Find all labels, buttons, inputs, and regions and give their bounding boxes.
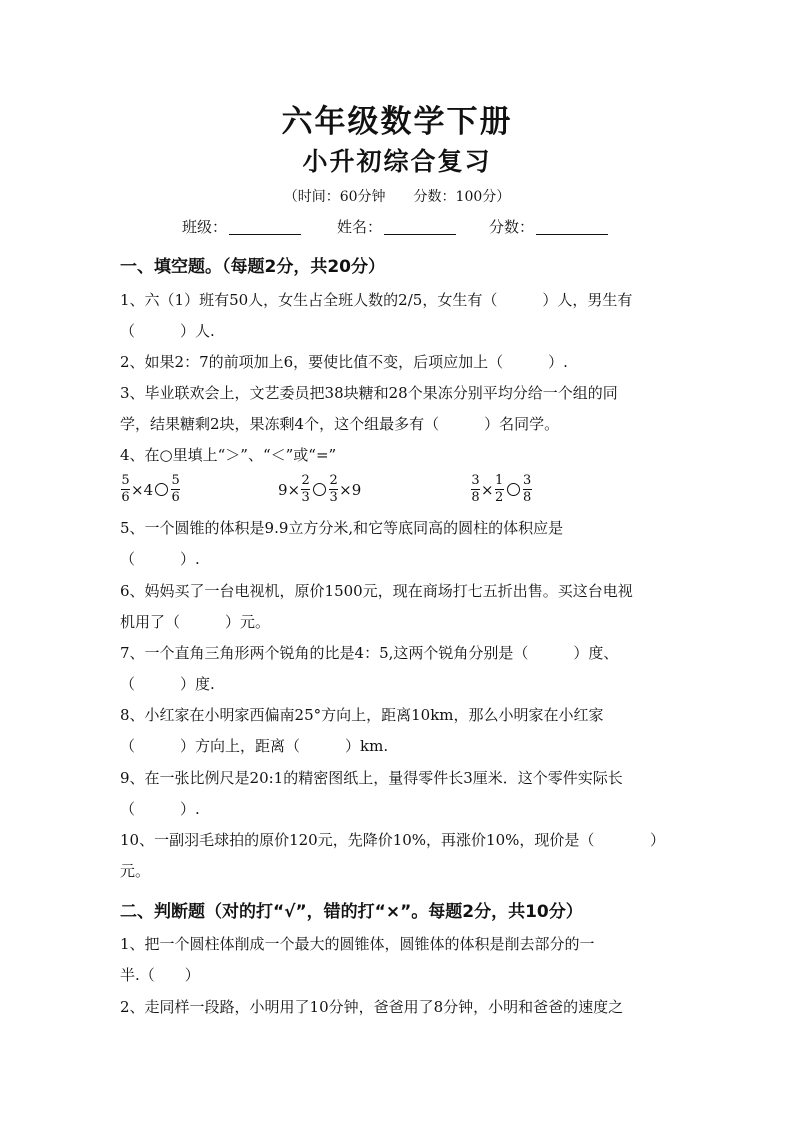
fraction [523, 474, 532, 505]
denominator: 3 [329, 490, 338, 505]
question-7-line-1: 7、一个直角三角形两个锐角的比是4：5,这两个锐角分别是（ ）度、 [120, 644, 619, 662]
numerator: 3 [522, 473, 532, 488]
question-8-line-2: （ ）方向上，距离（ ）km. [120, 737, 389, 755]
question-1-line-2: （ ）人. [120, 322, 215, 340]
denominator: 2 [494, 490, 504, 505]
denominator: 6 [171, 490, 180, 505]
question-10-text: 10、一副羽毛球拍的原价120元，先降价10%，再涨价10%，现价是（ [120, 831, 595, 849]
class-label: 班级： [182, 218, 228, 236]
numerator: 2 [329, 473, 338, 488]
numerator: 2 [301, 473, 310, 488]
class-blank [229, 218, 301, 235]
answer-circle [313, 483, 326, 496]
denominator: 8 [522, 490, 532, 505]
page-subtitle: 小升初综合复习 [302, 147, 492, 176]
question-1-line-1: 1、六（1）班有50人，女生占全班人数的2/5，女生有（ ）人，男生有 [120, 291, 633, 309]
operator: ×4 [131, 480, 154, 499]
fraction [471, 474, 480, 505]
score-blank [536, 218, 608, 235]
operator: × [481, 480, 494, 499]
question-10-line-2: 元。 [120, 862, 151, 880]
denominator: 8 [471, 490, 480, 505]
question-9-line-2: （ ）. [120, 800, 200, 818]
question-4: 4、在○里填上“＞”、“＜”或“=” [120, 446, 337, 464]
compare-expression-3 [470, 474, 533, 505]
numerator: 5 [171, 473, 180, 488]
question-2: 2、如果2：7的前项加上6，要使比值不变，后项应加上（ ）. [120, 353, 568, 371]
compare-expression-2 [278, 474, 361, 505]
question-5-line-1: 5、一个圆锥的体积是9.9立方分米,和它等底同高的圆柱的体积应是 [120, 519, 564, 537]
fraction [171, 474, 180, 505]
score-label: 分数： [489, 218, 535, 236]
name-field [337, 216, 456, 237]
name-blank [384, 218, 456, 235]
denominator: 6 [121, 490, 130, 505]
page-title: 六年级数学下册 [281, 104, 513, 140]
question-3-line-1: 3、毕业联欢会上，文艺委员把38块糖和28个果冻分别平均分给一个组的同 [120, 384, 618, 402]
question-5-line-2: （ ）. [120, 550, 200, 568]
question-6-line-1: 6、妈妈买了一台电视机，原价1500元，现在商场打七五折出售。买这台电视 [120, 582, 633, 600]
fraction [121, 474, 130, 505]
question-8-line-1: 8、小红家在小明家西偏南25°方向上，距离10km，那么小明家在小红家 [120, 706, 604, 724]
numerator: 1 [494, 473, 504, 488]
question-10-bracket-end: ） [649, 831, 665, 849]
operand: 9× [278, 480, 301, 499]
question-7-line-2: （ ）度. [120, 675, 215, 693]
name-label: 姓名： [337, 218, 383, 236]
answer-circle [155, 483, 168, 496]
score-field [489, 216, 608, 237]
operand: ×9 [339, 480, 362, 499]
fraction [301, 474, 310, 505]
question-3-line-2: 学，结果糖剩2块，果冻剩4个，这个组最多有（ ）名同学。 [120, 415, 560, 433]
class-field [182, 216, 301, 237]
fraction [495, 474, 504, 505]
numerator: 5 [121, 473, 130, 488]
answer-circle [507, 483, 520, 496]
question-10-line-1 [120, 830, 665, 850]
judge-1-line-2: 半.（ ） [120, 966, 200, 984]
section-2-heading: 二、判断题（对的打“√”，错的打“×”。每题2分，共10分） [120, 902, 583, 922]
compare-expression-1 [120, 474, 181, 505]
judge-1-line-1: 1、把一个圆柱体削成一个最大的圆锥体，圆锥体的体积是削去部分的一 [120, 935, 595, 953]
exam-meta: （时间：60分钟 分数：100分） [283, 189, 511, 205]
question-9-line-1: 9、在一张比例尺是20:1的精密图纸上，量得零件长3厘米．这个零件实际长 [120, 769, 623, 787]
section-1-heading: 一、填空题。（每题2分，共20分） [120, 257, 385, 277]
question-6-line-2: 机用了（ ）元。 [120, 613, 271, 631]
denominator: 3 [301, 490, 310, 505]
fraction [329, 474, 338, 505]
judge-2-line-1: 2、走同样一段路，小明用了10分钟，爸爸用了8分钟，小明和爸爸的速度之 [120, 998, 624, 1016]
numerator: 3 [471, 473, 480, 488]
